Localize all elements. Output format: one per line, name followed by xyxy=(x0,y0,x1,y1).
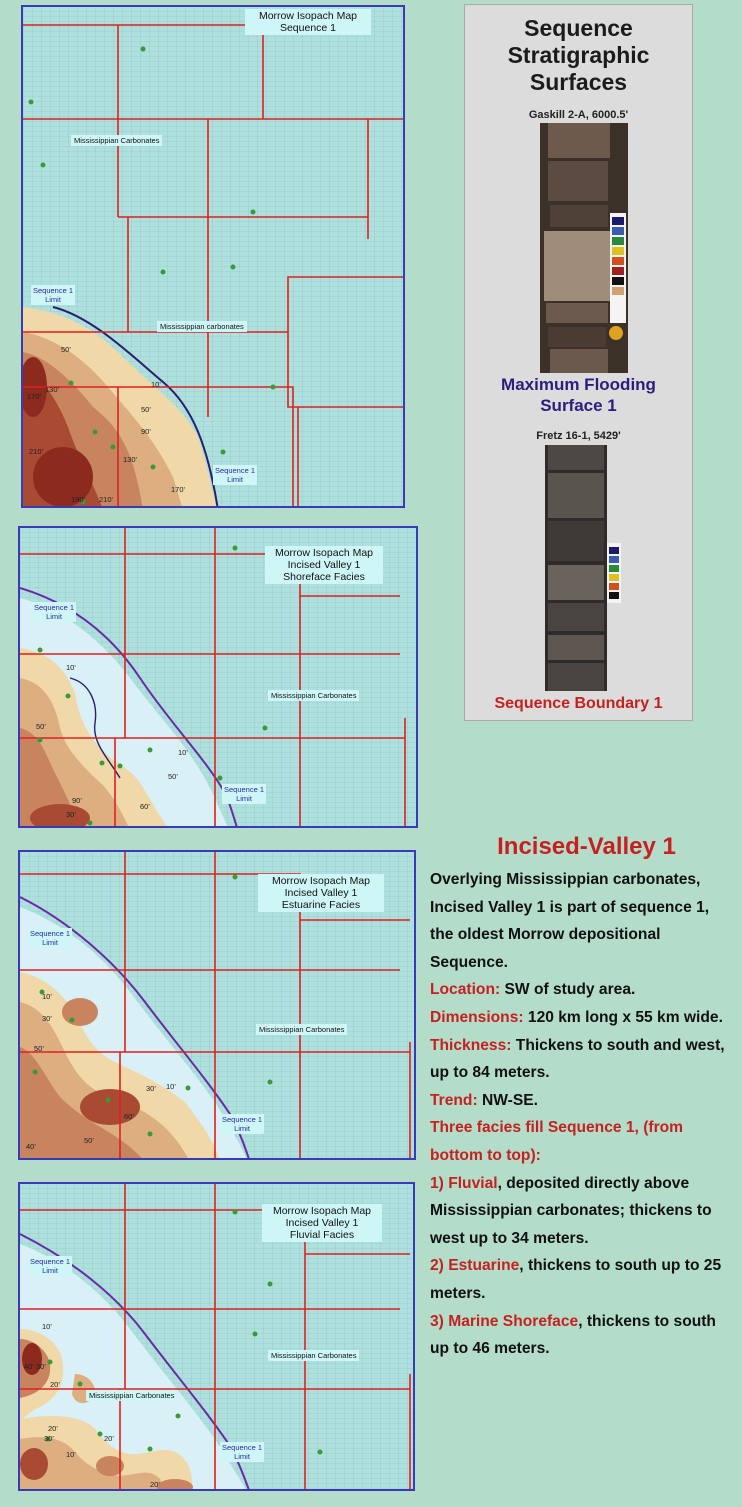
map-title xyxy=(245,9,371,35)
trend-line xyxy=(430,1087,735,1115)
limit-label-line: Limit xyxy=(234,1124,250,1133)
item-label: Marine Shoreface xyxy=(448,1312,579,1330)
limit-label-line: Sequence 1 xyxy=(222,1443,263,1452)
panel-title xyxy=(465,15,692,96)
limit-label-line: Sequence 1 xyxy=(33,286,74,295)
contour-label: 50' xyxy=(84,1136,94,1145)
map-title-line: Incised Valley 1 xyxy=(284,887,358,899)
sequence-limit-label xyxy=(31,285,75,305)
item-label: Fluvial xyxy=(448,1174,498,1192)
contour-label: 130' xyxy=(45,385,59,394)
contour-label: 50' xyxy=(61,345,71,354)
contour-label: 190' xyxy=(71,495,85,504)
limit-label-line: Limit xyxy=(42,1266,58,1275)
map-title-line: Incised Valley 1 xyxy=(287,559,361,571)
item-number: 1) xyxy=(430,1174,449,1192)
contour-label: 10' xyxy=(42,992,52,1001)
map-title-line: Morrow Isopach Map xyxy=(274,547,374,559)
region-label: Mississippian Carbonates xyxy=(86,1390,177,1401)
facies-intro: Three facies fill Sequence 1, (from bottom to top): xyxy=(430,1119,684,1164)
isopach-map-fluvial-facies xyxy=(18,1182,415,1491)
facies-item-estuarine xyxy=(430,1252,735,1307)
sequence-limit-label xyxy=(32,602,76,622)
sequence-limit-label xyxy=(28,928,72,948)
item-number: 3) xyxy=(430,1312,449,1330)
limit-label-line: Sequence 1 xyxy=(30,929,71,938)
contour-label: 20' xyxy=(150,1480,160,1489)
sequence-limit-label xyxy=(222,784,266,804)
limit-label-line: Limit xyxy=(42,938,58,947)
contour-label: 210' xyxy=(29,447,43,456)
contour-label: 10' xyxy=(66,1450,76,1459)
contour-label: 20' xyxy=(104,1434,114,1443)
limit-label-line: Sequence 1 xyxy=(215,466,256,475)
dimensions-label: Dimensions: xyxy=(430,1008,524,1026)
limit-label-line: Sequence 1 xyxy=(224,785,265,794)
thickness-label: Thickness: xyxy=(430,1036,512,1054)
contour-label: 210' xyxy=(99,495,113,504)
limit-label-line: Sequence 1 xyxy=(30,1257,71,1266)
limit-label-line: Limit xyxy=(236,794,252,803)
map-title xyxy=(258,874,384,912)
map-title-line: Morrow Isopach Map xyxy=(272,1205,372,1217)
region-label: Mississippian Carbonates xyxy=(71,135,162,146)
region-label: Mississippian carbonates xyxy=(157,321,247,332)
core-photo-fretz xyxy=(545,445,607,691)
item-text: , thickens to south up to 25 meters. xyxy=(430,1257,722,1302)
map-title-line: Estuarine Facies xyxy=(281,899,361,911)
map-title xyxy=(262,1204,382,1242)
region-label: Mississippian Carbonates xyxy=(268,1350,359,1361)
thickness-value: Thickens to south and west, up to 84 meters. xyxy=(430,1036,725,1082)
trend-label: Trend: xyxy=(430,1091,478,1109)
map-graphics xyxy=(23,7,405,508)
isopach-map-estuarine-facies xyxy=(18,850,416,1160)
sequence-limit-label xyxy=(220,1442,264,1462)
item-number: 2) xyxy=(430,1257,449,1275)
facies-item-shoreface xyxy=(430,1308,735,1363)
contour-label: 50' xyxy=(34,1044,44,1053)
limit-label-line: Sequence 1 xyxy=(34,603,75,612)
contour-label: 30' xyxy=(146,1084,156,1093)
contour-label: 10' xyxy=(178,748,188,757)
contour-label: 90' xyxy=(141,427,151,436)
core-photo-gaskill xyxy=(540,123,628,373)
contour-label: 60' xyxy=(124,1112,134,1121)
core-photo-graphic xyxy=(540,123,628,373)
contour-label: 40' xyxy=(24,1362,34,1371)
contour-label: 20' xyxy=(50,1380,60,1389)
incised-valley-description xyxy=(430,830,735,1363)
limit-label-line: Limit xyxy=(234,1452,250,1461)
dimensions-line xyxy=(430,1004,735,1032)
contour-label: 170' xyxy=(171,485,185,494)
intro-paragraph: Overlying Mississippian carbonates, Incised Valley 1 is part of sequence 1, the oldest Morrow depositional Sequence. xyxy=(430,871,710,971)
core-photo-graphic xyxy=(545,445,607,691)
contour-label: 50' xyxy=(141,405,151,414)
item-text: , deposited directly above Mississippian carbonates; thickens to west up to 34 meters. xyxy=(430,1174,712,1247)
contour-label: 30' xyxy=(42,1014,52,1023)
map-title-line: Sequence 1 xyxy=(279,22,337,34)
contour-label: 10' xyxy=(66,663,76,672)
dimensions-value: 120 km long x 55 km wide. xyxy=(523,1008,723,1026)
facies-item-fluvial xyxy=(430,1170,735,1253)
panel-title-line: Sequence xyxy=(524,15,633,41)
sequence-stratigraphic-surfaces-panel xyxy=(464,4,693,721)
contour-label: 10' xyxy=(151,380,161,389)
mfs-label-line: Surface 1 xyxy=(540,396,617,415)
sequence-limit-label xyxy=(28,1256,72,1276)
isopach-map-shoreface-facies xyxy=(18,526,418,828)
contour-label: 30' xyxy=(44,1434,54,1443)
contour-label: 50' xyxy=(168,772,178,781)
panel-title-line: Surfaces xyxy=(529,69,628,95)
limit-label-line: Limit xyxy=(227,475,243,484)
contour-label: 90' xyxy=(72,796,82,805)
trend-value: NW-SE. xyxy=(477,1091,538,1109)
map-title-line: Incised Valley 1 xyxy=(285,1217,359,1229)
contour-label: 50' xyxy=(36,722,46,731)
thickness-line xyxy=(430,1032,735,1087)
contour-label: 60' xyxy=(140,802,150,811)
limit-label-line: Sequence 1 xyxy=(222,1115,263,1124)
map-title xyxy=(265,546,383,584)
location-label: Location: xyxy=(430,981,501,999)
sequence-limit-label xyxy=(213,465,257,485)
contour-label: 10' xyxy=(166,1082,176,1091)
map-title-line: Morrow Isopach Map xyxy=(271,875,371,887)
map-title-line: Fluvial Facies xyxy=(289,1229,355,1241)
limit-label-line: Limit xyxy=(46,612,62,621)
sequence-limit-label xyxy=(220,1114,264,1134)
contour-label: 30' xyxy=(66,810,76,819)
contour-label: 30' xyxy=(36,1362,46,1371)
maximum-flooding-surface-label xyxy=(465,374,692,416)
contour-label: 130' xyxy=(123,455,137,464)
panel-title-line: Stratigraphic xyxy=(507,42,650,68)
core2-caption: Fretz 16-1, 5429' xyxy=(536,430,621,442)
map-title-line: Morrow Isopach Map xyxy=(258,10,358,22)
region-label: Mississippian Carbonates xyxy=(268,690,359,701)
map-title-line: Shoreface Facies xyxy=(283,571,365,583)
contour-label: 170' xyxy=(27,392,41,401)
item-label: Estuarine xyxy=(448,1257,520,1275)
isopach-map-sequence-1 xyxy=(21,5,405,508)
description-heading: Incised-Valley 1 xyxy=(497,833,676,860)
contour-label: 10' xyxy=(42,1322,52,1331)
color-scale-bar xyxy=(607,543,621,603)
contour-label: 20' xyxy=(48,1424,58,1433)
mfs-label-line: Maximum Flooding xyxy=(501,375,656,394)
item-text: , thickens to south up to 46 meters. xyxy=(430,1312,716,1358)
limit-label-line: Limit xyxy=(45,295,61,304)
core1-caption: Gaskill 2-A, 6000.5' xyxy=(528,109,629,121)
region-label: Mississippian Carbonates xyxy=(256,1024,347,1035)
sequence-boundary-label: Sequence Boundary 1 xyxy=(494,695,663,712)
scale-bar-graphic xyxy=(607,543,621,603)
location-value: SW of study area. xyxy=(500,981,636,999)
location-line xyxy=(430,976,735,1004)
contour-label: 40' xyxy=(26,1142,36,1151)
